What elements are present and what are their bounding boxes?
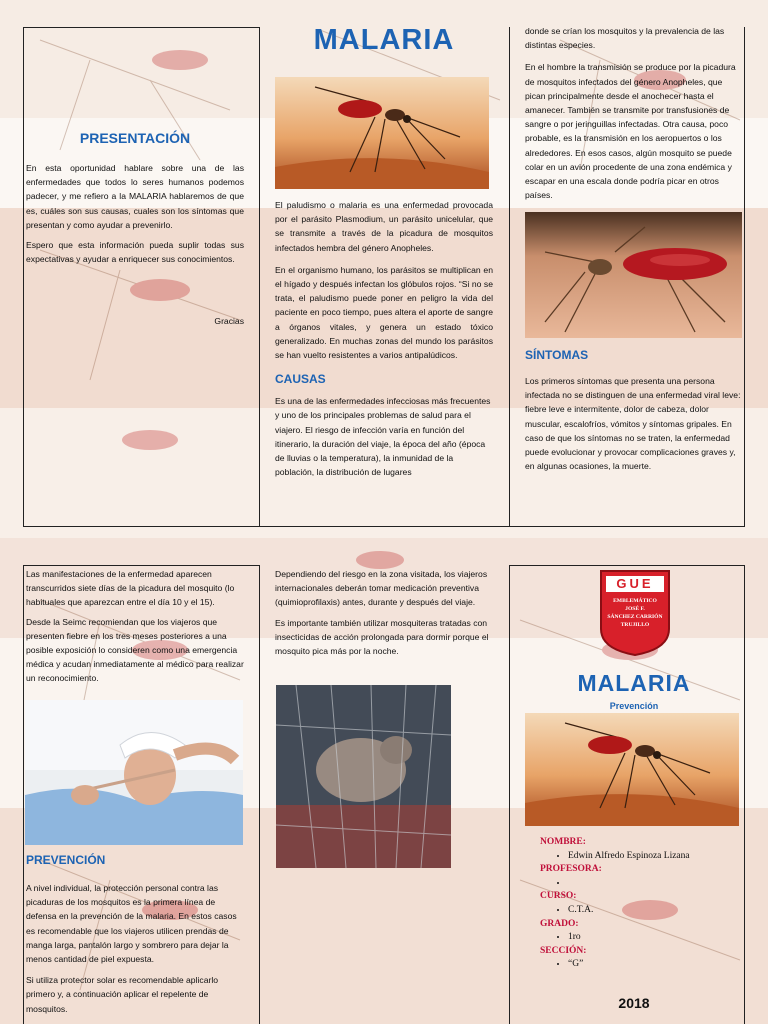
top-col-malaria-text: [275, 198, 493, 479]
top-col-3: [525, 24, 743, 202]
presentacion-paragraph-2: Espero que esta información pueda suplir todas sus expectativas y ayudar a enriquecer sus conocimientos.: [26, 240, 244, 265]
bottom-col-2: [275, 567, 493, 658]
mosquito-photo: [275, 77, 489, 189]
nombre-list: [540, 850, 740, 864]
logo-line-3: SÁNCHEZ CARRIÓN: [607, 614, 663, 620]
malaria-main-title: MALARIA: [313, 24, 455, 56]
top-fold-2: [509, 27, 510, 527]
prevencion-paragraph-1: A nivel individual, la protección personal contra las picaduras de los mosquitos es la primera línea de defensa en la prevención de la malaria. En estos casos es recomendable que los viajeros utilicen prendas de manga larga, pantalón largo y sombrero para dejar la menos cantidad de piel expuesta.: [26, 883, 237, 965]
presentacion-paragraph-1: En esta oportunidad hablare sobre una de las enfermedades que todos lo seres humanos podemos padecer, y me refiero a la MALARIA hablaremos de que es, cuáles son sus causas, cuales son los síntomas que presentan y como ayudar a prevenirlo.: [26, 163, 244, 230]
logo-text: [603, 597, 667, 629]
transmision-paragraph-1: donde se crían los mosquitos y la prevalencia de las distintas especies.: [525, 26, 725, 51]
top-left-border: [23, 27, 24, 527]
grado-label: GRADO:: [540, 918, 579, 929]
mosquiteras-paragraph: Es importante también utilizar mosquiteras tratadas con insecticidas de acción prolongada para dormir porque el mosquito pica más por la noche.: [275, 617, 489, 657]
cover-mosquito-photo: [525, 713, 739, 826]
logo-line-1: EMBLEMÁTICO: [613, 598, 657, 604]
grado-value: • 1ro: [568, 931, 740, 945]
curso-list: [540, 904, 740, 918]
bottom-col-1: [26, 567, 244, 686]
curso-value: • C.T.A.: [568, 904, 740, 918]
bottom-sheet: [0, 545, 768, 1024]
malaria-paragraph-1: El paludismo o malaria es una enfermedad provocada por el parásito Plasmodium, un parásito unicelular, que se transmite a través de la picadura de mosquitos infectados hembra del género Anopheles.: [275, 200, 493, 253]
top-bottom-rule: [23, 526, 745, 527]
manifestaciones-paragraph: Las manifestaciones de la enfermedad aparecen transcurridos siete días de la picadura del mosquito (lo habituales que aparezcan entre el día 10 y el 15).: [26, 569, 235, 608]
grado-list: [540, 931, 740, 945]
curso-label: CURSO:: [540, 891, 577, 902]
bottom-fold-1: [259, 565, 260, 1024]
cover-title: MALARIA: [577, 670, 691, 696]
profesora-value: [568, 877, 740, 891]
top-left-rule: [23, 27, 260, 28]
seimc-paragraph: Desde la Seimc recomiendan que los viajeros que presenten fiebre en los tres meses posteriores a una posible exposición lo consideren como una emergencia médica y acudan inmediatamente al médico para realizar un reconocimiento.: [26, 616, 244, 684]
seccion-value: • “G”: [568, 958, 740, 972]
malaria-paragraph-2: En el organismo humano, los parásitos se multiplican en el hígado y después infectan los glóbulos rojos. “Si no se trata, el paludismo puede poner en peligro la vida del paciente en poco tiempo, pues altera el aporte de sangre a órganos vitales, y genera un estado tóxico generalizado. En muchas zonas del mundo los parásitos se han vuelto resistentes a varios antipalúdicos.: [275, 264, 493, 361]
logo-letters: GUE: [616, 576, 654, 591]
sick-man-photo: [25, 700, 243, 845]
mosquito-net-photo: [276, 685, 451, 868]
medicacion-paragraph: Dependiendo del riesgo en la zona visitada, los viajeros internacionales deberán tomar medicación preventiva (quimioprofilaxis) antes, durante y después del viaje.: [275, 569, 488, 608]
top-col-sintomas: [525, 348, 743, 473]
prevencion-heading: PREVENCIÓN: [26, 853, 106, 867]
bottom-top-rule: [23, 565, 260, 566]
transmision-paragraph-2: En el hombre la transmisión se produce por la picadura de mosquitos infectados del género Anopheles, que pican principalmente desde el anochecer hasta el amanecer. También se transmite por transfusiones de sangre o por jeringuillas infectadas. Otra causa, poco probable, es la transmisión en los aeropuertos o los alrededores. En esos casos, algún mosquito se puede colar en un avión procedente de una zona endémica y escapar en una escala donde podría picar en otros países.: [525, 62, 736, 201]
cover-info: [540, 836, 740, 972]
bottom-left-border: [23, 565, 24, 1024]
seccion-list: [540, 958, 740, 972]
top-right-border: [744, 27, 745, 527]
causas-paragraph: Es una de las enfermedades infecciosas más frecuentes y uno de los principales problemas de salud para el viajero. El riesgo de infección varía en función del itinerario, la duración del viaje, la época del año (época de lluvias o la temperatura), la inmunidad de la población, la distribución de lugares: [275, 396, 491, 478]
causas-heading: CAUSAS: [275, 372, 326, 387]
cover-logo: [599, 569, 671, 657]
nombre-label: NOMBRE:: [540, 837, 586, 847]
logo-line-4: TRUJILLO: [620, 622, 650, 628]
profesora-label: PROFESORA:: [540, 864, 602, 875]
gracias-text: Gracias: [214, 316, 244, 327]
bottom-right-border: [744, 565, 745, 1024]
bottom-fold-2: [509, 565, 510, 1024]
sintomas-paragraph: Los primeros síntomas que presenta una persona infectada no se distinguen de una enfermedad viral leve: fiebre leve e intermitente, dolor de cabeza, dolor muscular, escalofríos, vómitos y síntomas gripales. En caso de que los síntomas no se traten, la enfermedad puede evolucionar y provocar complicaciones graves y, en algunas ocasiones, la muerte.: [525, 376, 741, 472]
cover-subtitle: Prevención: [609, 701, 659, 711]
logo-line-2: JOSÉ F.: [625, 606, 645, 612]
top-col-presentacion: [26, 130, 244, 329]
prevencion-paragraph-2: Si utiliza protector solar es recomendable aplicarlo primero y, a continuación aplicar el repelente de mosquitos.: [26, 975, 219, 1014]
top-fold-1: [259, 27, 260, 527]
skin-mosquito-photo: [525, 212, 742, 338]
presentacion-heading: PRESENTACIÓN: [79, 130, 191, 146]
sintomas-heading: SÍNTOMAS: [525, 348, 589, 362]
bottom-col-1-prevencion: [26, 853, 244, 1016]
bottom-top-rule-right: [509, 565, 745, 566]
nombre-value: • Edwin Alfredo Espinoza Lizana: [568, 850, 740, 864]
top-col-malaria: [275, 24, 493, 57]
profesora-list: [540, 877, 740, 891]
seccion-label: SECCIÓN:: [540, 945, 587, 956]
cover-year: 2018: [618, 995, 650, 1011]
